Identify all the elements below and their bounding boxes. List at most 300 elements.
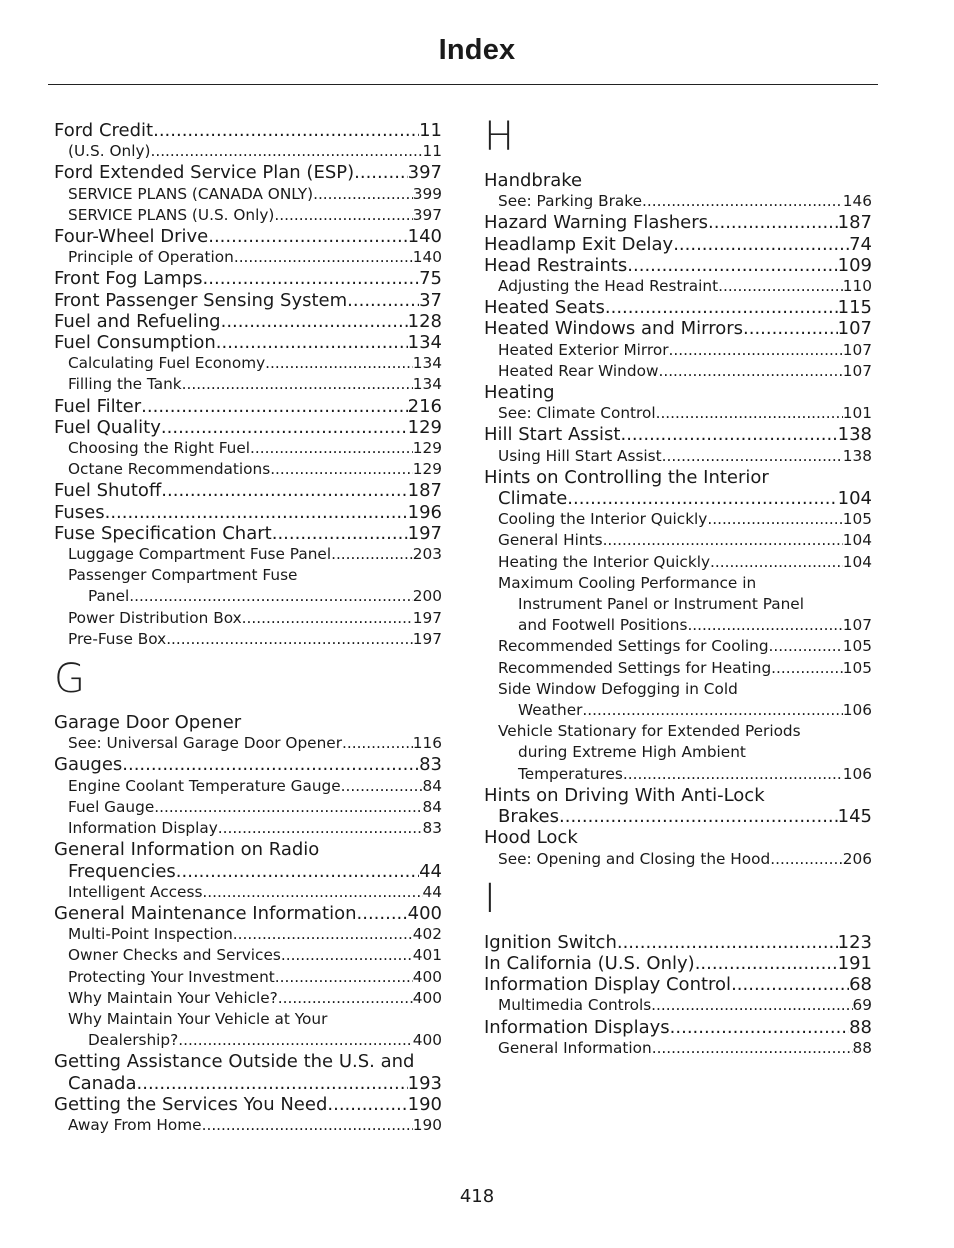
index-subentry bbox=[54, 882, 442, 903]
dot-leader bbox=[250, 438, 413, 459]
page-reference: 83 bbox=[422, 819, 442, 838]
page-reference: 104 bbox=[842, 531, 872, 550]
dot-leader bbox=[656, 403, 843, 424]
dot-leader bbox=[208, 226, 407, 247]
entry-text: Hill Start Assist bbox=[484, 424, 621, 446]
index-subentry bbox=[484, 721, 872, 742]
index-column-left bbox=[54, 120, 442, 1136]
index-entry bbox=[54, 268, 442, 289]
page-reference: 105 bbox=[842, 658, 872, 677]
index-subentry bbox=[54, 1009, 442, 1030]
page-reference: 397 bbox=[407, 162, 442, 184]
entry-text: Information Display Control bbox=[484, 974, 732, 996]
index-entry bbox=[484, 488, 872, 509]
dot-leader bbox=[137, 1073, 408, 1094]
entry-text: Ignition Switch bbox=[484, 931, 617, 953]
index-subentry bbox=[54, 608, 442, 629]
dot-leader bbox=[234, 247, 413, 268]
entry-text: Why Maintain Your Vehicle at Your bbox=[68, 1009, 328, 1028]
page-reference: 197 bbox=[407, 522, 442, 544]
index-entry bbox=[54, 162, 442, 183]
index-entry bbox=[54, 290, 442, 311]
index-subentry bbox=[484, 446, 872, 467]
page-reference: 206 bbox=[842, 849, 872, 868]
entry-text: In California (U.S. Only) bbox=[484, 952, 695, 974]
index-subentry bbox=[484, 700, 872, 721]
entry-text: Gauges bbox=[54, 754, 123, 776]
dot-leader bbox=[770, 849, 843, 870]
entry-text: Owner Checks and Services bbox=[68, 946, 281, 965]
dot-leader bbox=[769, 636, 843, 657]
entry-text: and Footwell Positions bbox=[518, 616, 688, 635]
page-reference: 11 bbox=[422, 142, 442, 161]
index-entry bbox=[54, 1094, 442, 1115]
index-subentry bbox=[484, 764, 872, 785]
page-reference: 134 bbox=[407, 332, 442, 354]
page-reference: 107 bbox=[842, 340, 872, 359]
page-reference: 140 bbox=[407, 226, 442, 248]
entry-text: Side Window Defogging in Cold bbox=[498, 679, 738, 698]
dot-leader bbox=[161, 417, 408, 438]
entry-text: Fuel Gauge bbox=[68, 797, 155, 816]
page-reference: 400 bbox=[412, 967, 442, 986]
entry-text: See: Opening and Closing the Hood bbox=[498, 849, 771, 868]
index-subentry bbox=[484, 679, 872, 700]
dot-leader bbox=[221, 311, 408, 332]
index-entry bbox=[54, 332, 442, 353]
page-reference: 104 bbox=[837, 488, 872, 510]
index-entry bbox=[54, 1073, 442, 1094]
index-subentry bbox=[484, 191, 872, 212]
page-reference: 83 bbox=[419, 754, 442, 776]
index-entry bbox=[54, 396, 442, 417]
page-reference: 68 bbox=[849, 974, 872, 996]
page-reference: 129 bbox=[412, 460, 442, 479]
index-subentry bbox=[484, 552, 872, 573]
page-reference: 191 bbox=[837, 952, 872, 974]
index-subentry bbox=[54, 818, 442, 839]
page-number: 418 bbox=[459, 1186, 495, 1207]
page-reference: 69 bbox=[852, 996, 872, 1015]
index-subentry bbox=[484, 849, 872, 870]
index-subentry bbox=[484, 658, 872, 679]
entry-text: Headlamp Exit Delay bbox=[484, 233, 674, 255]
entry-text: Maximum Cooling Performance in bbox=[498, 573, 757, 592]
dot-leader bbox=[265, 353, 413, 374]
page-reference: 197 bbox=[412, 608, 442, 627]
page-reference: 110 bbox=[842, 277, 872, 296]
dot-leader bbox=[153, 120, 419, 141]
dot-leader bbox=[216, 332, 408, 353]
dot-leader bbox=[642, 191, 843, 212]
page-reference: 129 bbox=[407, 416, 442, 438]
page-reference: 190 bbox=[407, 1093, 442, 1115]
index-subentry bbox=[54, 924, 442, 945]
entry-text: Luggage Compartment Fuse Panel bbox=[68, 545, 332, 564]
dot-leader bbox=[342, 733, 413, 754]
entry-text: Temperatures bbox=[518, 764, 623, 783]
index-entry bbox=[484, 785, 872, 806]
entry-text: Handbrake bbox=[484, 170, 583, 191]
page-reference: 84 bbox=[422, 797, 442, 816]
entry-text: Fuel Consumption bbox=[54, 332, 216, 354]
entry-text: General Information bbox=[498, 1038, 652, 1057]
page-reference: 88 bbox=[849, 1016, 872, 1038]
page-reference: 402 bbox=[412, 925, 442, 944]
entry-text: See: Universal Garage Door Opener bbox=[68, 734, 342, 753]
entry-text: Heated Rear Window bbox=[498, 361, 659, 380]
entry-text: Fuel Quality bbox=[54, 416, 161, 438]
entry-text: Multi-Point Inspection bbox=[68, 925, 233, 944]
page-reference: 104 bbox=[842, 552, 872, 571]
entry-text: Climate bbox=[498, 488, 568, 510]
index-entry bbox=[484, 234, 872, 255]
page-reference: 116 bbox=[412, 734, 442, 753]
entry-text: Instrument Panel or Instrument Panel bbox=[518, 595, 804, 614]
page-reference: 187 bbox=[837, 212, 872, 234]
entry-text: Principle of Operation bbox=[68, 248, 234, 267]
entry-text: Fuel and Refueling bbox=[54, 310, 221, 332]
dot-leader bbox=[233, 924, 413, 945]
index-subentry bbox=[54, 1115, 442, 1136]
page-reference: 129 bbox=[412, 439, 442, 458]
entry-text: Heated Seats bbox=[484, 297, 605, 319]
index-subentry bbox=[484, 509, 872, 530]
entry-text: Power Distribution Box bbox=[68, 608, 242, 627]
entry-text: Information Displays bbox=[484, 1016, 670, 1038]
entry-text: during Extreme High Ambient bbox=[518, 743, 746, 762]
dot-leader bbox=[695, 953, 838, 974]
dot-leader bbox=[278, 988, 413, 1009]
page-reference: 200 bbox=[412, 587, 442, 606]
dot-leader bbox=[673, 234, 849, 255]
dot-leader bbox=[347, 290, 419, 311]
dot-leader bbox=[771, 658, 843, 679]
section-letter: G bbox=[54, 656, 85, 703]
page-reference: 105 bbox=[842, 510, 872, 529]
page-title: Index bbox=[438, 34, 516, 66]
entry-text: Adjusting the Head Restraint bbox=[498, 277, 719, 296]
dot-leader bbox=[176, 861, 419, 882]
index-subentry bbox=[54, 544, 442, 565]
dot-leader bbox=[743, 318, 838, 339]
entry-text: Heated Windows and Mirrors bbox=[484, 318, 743, 340]
dot-leader bbox=[178, 1030, 413, 1051]
entry-text: (U.S. Only) bbox=[68, 142, 151, 161]
dot-leader bbox=[166, 629, 413, 650]
entry-text: Hood Lock bbox=[484, 827, 578, 849]
page-reference: 44 bbox=[422, 882, 442, 901]
entry-text: Getting the Services You Need bbox=[54, 1093, 328, 1115]
index-subentry bbox=[54, 988, 442, 1009]
index-subentry bbox=[484, 615, 872, 636]
entry-text: Calculating Fuel Economy bbox=[68, 354, 266, 373]
entry-text: Head Restraints bbox=[484, 254, 628, 276]
entry-text: SERVICE PLANS (U.S. Only) bbox=[68, 205, 275, 224]
dot-leader bbox=[627, 255, 837, 276]
index-subentry bbox=[54, 141, 442, 162]
entry-text: Front Fog Lamps bbox=[54, 268, 203, 290]
index-entry bbox=[54, 839, 442, 860]
page-reference: 107 bbox=[842, 616, 872, 635]
entry-text: See: Climate Control bbox=[498, 404, 656, 423]
entry-text: Fuse Specification Chart bbox=[54, 522, 272, 544]
entry-text: Ford Credit bbox=[54, 120, 154, 141]
index-entry bbox=[484, 974, 872, 995]
entry-text: Brakes bbox=[498, 806, 560, 828]
index-subentry bbox=[484, 573, 872, 594]
dot-leader bbox=[652, 1038, 853, 1059]
page-reference: 123 bbox=[837, 931, 872, 953]
index-entry bbox=[54, 120, 442, 141]
index-subentry bbox=[484, 1038, 872, 1059]
index-entry bbox=[484, 170, 872, 191]
dot-leader bbox=[242, 608, 413, 629]
page-reference: 140 bbox=[412, 248, 442, 267]
page-reference: 128 bbox=[407, 310, 442, 332]
entry-text: Canada bbox=[68, 1072, 137, 1094]
index-entry bbox=[484, 212, 872, 233]
page-reference: 44 bbox=[419, 860, 442, 882]
entry-text: General Hints bbox=[498, 531, 603, 550]
dot-leader bbox=[161, 480, 407, 501]
index-subentry bbox=[54, 247, 442, 268]
page-reference: 193 bbox=[407, 1072, 442, 1094]
index-entry bbox=[484, 953, 872, 974]
entry-text: Information Display bbox=[68, 819, 218, 838]
dot-leader bbox=[707, 509, 842, 530]
page-reference: 101 bbox=[842, 404, 872, 423]
dot-leader bbox=[670, 1017, 849, 1038]
index-subentry bbox=[54, 945, 442, 966]
section-letter: I bbox=[484, 875, 496, 922]
dot-leader bbox=[129, 586, 413, 607]
dot-leader bbox=[341, 776, 423, 797]
index-entry bbox=[484, 255, 872, 276]
index-subentry bbox=[54, 776, 442, 797]
entry-text: Hints on Driving With Anti-Lock bbox=[484, 784, 765, 806]
index-entry bbox=[484, 424, 872, 445]
dot-leader bbox=[623, 764, 843, 785]
page-reference: 216 bbox=[407, 395, 442, 417]
dot-leader bbox=[274, 205, 412, 226]
page-reference: 74 bbox=[849, 233, 872, 255]
dot-leader bbox=[669, 340, 843, 361]
page-reference: 397 bbox=[412, 205, 442, 224]
entry-text: Using Hill Start Assist bbox=[498, 446, 662, 465]
page-reference: 399 bbox=[412, 184, 442, 203]
index-subentry bbox=[484, 636, 872, 657]
entry-text: General Maintenance Information bbox=[54, 902, 357, 924]
page-reference: 134 bbox=[412, 375, 442, 394]
index-subentry bbox=[54, 353, 442, 374]
index-subentry bbox=[54, 205, 442, 226]
index-subentry bbox=[54, 438, 442, 459]
dot-leader bbox=[718, 276, 843, 297]
index-subentry bbox=[54, 459, 442, 480]
index-subentry bbox=[484, 361, 872, 382]
index-entry bbox=[484, 318, 872, 339]
index-entry bbox=[54, 502, 442, 523]
entry-text: Weather bbox=[518, 701, 583, 720]
dot-leader bbox=[710, 552, 843, 573]
entry-text: Dealership? bbox=[88, 1031, 179, 1050]
index-entry bbox=[54, 861, 442, 882]
dot-leader bbox=[218, 818, 423, 839]
dot-leader bbox=[150, 141, 422, 162]
dot-leader bbox=[105, 502, 408, 523]
entry-text: Getting Assistance Outside the U.S. and bbox=[54, 1051, 415, 1073]
page-reference: 400 bbox=[412, 1031, 442, 1050]
page-reference: 146 bbox=[842, 192, 872, 211]
page-reference: 75 bbox=[419, 268, 442, 290]
index-subentry bbox=[54, 565, 442, 586]
dot-leader bbox=[272, 523, 408, 544]
dot-leader bbox=[313, 184, 413, 205]
page-reference: 138 bbox=[842, 446, 872, 465]
entry-text: Heating bbox=[484, 382, 555, 404]
dot-leader bbox=[605, 297, 838, 318]
index-subentry bbox=[54, 629, 442, 650]
entry-text: Fuel Shutoff bbox=[54, 480, 162, 502]
entry-text: Vehicle Stationary for Extended Periods bbox=[498, 722, 801, 741]
entry-text: Four-Wheel Drive bbox=[54, 226, 209, 248]
index-entry bbox=[54, 712, 442, 733]
dot-leader bbox=[651, 995, 852, 1016]
entry-text: Front Passenger Sensing System bbox=[54, 289, 348, 311]
page-reference: 196 bbox=[407, 501, 442, 523]
entry-text: Fuses bbox=[54, 501, 105, 523]
dot-leader bbox=[182, 374, 413, 395]
entry-text: Away From Home bbox=[68, 1115, 202, 1134]
index-subentry bbox=[484, 403, 872, 424]
page-reference: 134 bbox=[412, 354, 442, 373]
index-entry bbox=[54, 480, 442, 501]
entry-text: Multimedia Controls bbox=[498, 996, 652, 1015]
index-entry bbox=[54, 903, 442, 924]
index-entry bbox=[484, 297, 872, 318]
entry-text: Why Maintain Your Vehicle? bbox=[68, 988, 278, 1007]
index-subentry bbox=[484, 742, 872, 763]
dot-leader bbox=[202, 1115, 413, 1136]
dot-leader bbox=[357, 903, 408, 924]
dot-leader bbox=[662, 446, 843, 467]
index-entry bbox=[484, 1017, 872, 1038]
entry-text: Hazard Warning Flashers bbox=[484, 212, 709, 234]
dot-leader bbox=[281, 945, 413, 966]
index-entry bbox=[54, 523, 442, 544]
entry-text: Pre-Fuse Box bbox=[68, 629, 167, 648]
index-subentry bbox=[54, 733, 442, 754]
page-reference: 107 bbox=[842, 361, 872, 380]
index-subentry bbox=[484, 995, 872, 1016]
dot-leader bbox=[122, 754, 419, 775]
entry-text: Hints on Controlling the Interior bbox=[484, 466, 769, 488]
index-entry bbox=[54, 311, 442, 332]
dot-leader bbox=[203, 268, 420, 289]
page-reference: 37 bbox=[419, 289, 442, 311]
page-reference: 11 bbox=[419, 120, 442, 141]
page-reference: 115 bbox=[837, 297, 872, 319]
entry-text: Choosing the Right Fuel bbox=[68, 439, 251, 458]
dot-leader bbox=[354, 162, 408, 183]
index-subentry bbox=[54, 374, 442, 395]
entry-text: See: Parking Brake bbox=[498, 192, 643, 211]
index-subentry bbox=[54, 1030, 442, 1051]
index-entry bbox=[54, 226, 442, 247]
page-reference: 106 bbox=[842, 764, 872, 783]
index-subentry bbox=[54, 967, 442, 988]
dot-leader bbox=[154, 797, 422, 818]
dot-leader bbox=[270, 459, 413, 480]
entry-text: General Information on Radio bbox=[54, 839, 320, 861]
entry-text: Ford Extended Service Plan (ESP) bbox=[54, 162, 355, 184]
page-reference: 187 bbox=[407, 480, 442, 502]
index-subentry bbox=[484, 340, 872, 361]
dot-leader bbox=[603, 530, 843, 551]
dot-leader bbox=[617, 932, 838, 953]
page-reference: 197 bbox=[412, 629, 442, 648]
entry-text: Protecting Your Investment bbox=[68, 967, 275, 986]
dot-leader bbox=[559, 806, 838, 827]
index-subentry bbox=[484, 530, 872, 551]
entry-text: Fuel Filter bbox=[54, 395, 142, 417]
index-entry bbox=[54, 1051, 442, 1072]
page-reference: 145 bbox=[837, 806, 872, 828]
dot-leader bbox=[731, 974, 849, 995]
page-reference: 203 bbox=[412, 545, 442, 564]
index-entry bbox=[54, 417, 442, 438]
page-reference: 84 bbox=[422, 776, 442, 795]
index-subentry bbox=[54, 586, 442, 607]
page-reference: 107 bbox=[837, 318, 872, 340]
index-entry bbox=[484, 827, 872, 848]
page-reference: 400 bbox=[407, 902, 442, 924]
page-reference: 138 bbox=[837, 424, 872, 446]
entry-text: Heated Exterior Mirror bbox=[498, 340, 669, 359]
entry-text: Passenger Compartment Fuse bbox=[68, 566, 298, 585]
page-reference: 400 bbox=[412, 988, 442, 1007]
index-column-right bbox=[484, 114, 872, 1059]
entry-text: Engine Coolant Temperature Gauge bbox=[68, 776, 341, 795]
dot-leader bbox=[202, 882, 422, 903]
index-subentry bbox=[484, 276, 872, 297]
entry-text: Panel bbox=[88, 587, 130, 606]
entry-text: Octane Recommendations bbox=[68, 460, 271, 479]
dot-leader bbox=[567, 488, 837, 509]
index-entry bbox=[484, 932, 872, 953]
page-reference: 190 bbox=[412, 1115, 442, 1134]
entry-text: Garage Door Opener bbox=[54, 712, 242, 734]
entry-text: Filling the Tank bbox=[68, 375, 182, 394]
page-reference: 401 bbox=[412, 946, 442, 965]
dot-leader bbox=[708, 212, 838, 233]
entry-text: SERVICE PLANS (CANADA ONLY) bbox=[68, 184, 314, 203]
section-letter: H bbox=[484, 114, 515, 160]
index-entry bbox=[484, 467, 872, 488]
page-reference: 106 bbox=[842, 701, 872, 720]
index-entry bbox=[484, 806, 872, 827]
page-reference: 109 bbox=[837, 254, 872, 276]
index-subentry bbox=[54, 184, 442, 205]
entry-text: Intelligent Access bbox=[68, 882, 203, 901]
index-subentry bbox=[54, 797, 442, 818]
entry-text: Recommended Settings for Heating bbox=[498, 658, 772, 677]
index-entry bbox=[54, 754, 442, 775]
entry-text: Heating the Interior Quickly bbox=[498, 552, 710, 571]
dot-leader bbox=[331, 544, 413, 565]
dot-leader bbox=[687, 615, 842, 636]
